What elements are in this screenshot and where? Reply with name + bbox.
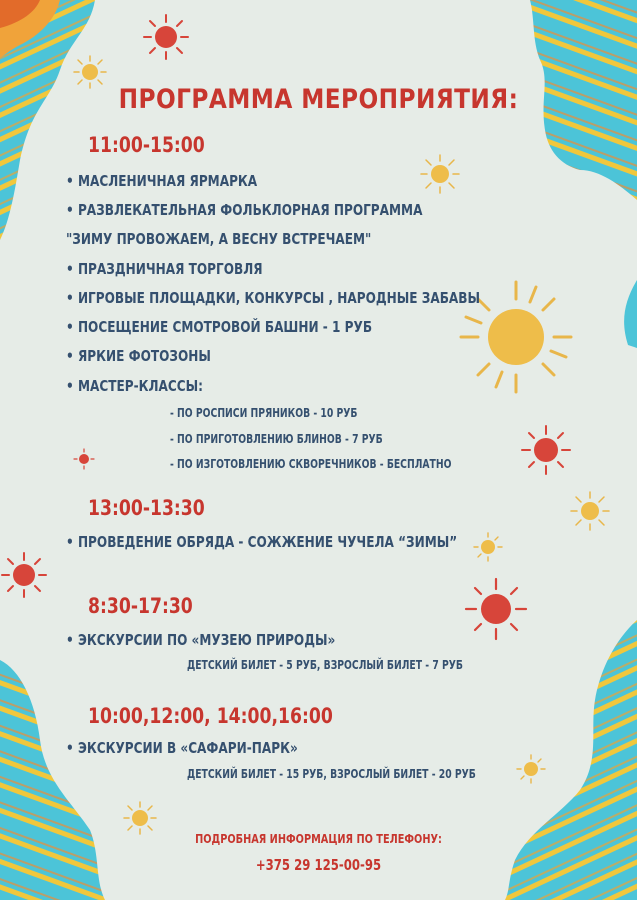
ticket-price-note: ДЕТСКИЙ БИЛЕТ - 15 РУБ, ВЗРОСЛЫЙ БИЛЕТ - 20 РУБ [187, 766, 476, 781]
footer-info: ПОДРОБНАЯ ИНФОРМАЦИЯ ПО ТЕЛЕФОНУ: [195, 831, 442, 846]
painted-wave-right [624, 280, 637, 348]
list-item: • ЯРКИЕ ФОТОЗОНЫ [66, 347, 211, 365]
list-item: • МАСЛЕНИЧНАЯ ЯРМАРКА [66, 172, 257, 190]
small-sun-icon [124, 802, 156, 834]
small-sun-icon [2, 553, 46, 597]
small-sun-icon [517, 755, 545, 783]
list-item: • ПРОВЕДЕНИЕ ОБРЯДА - СОЖЖЕНИЕ ЧУЧЕЛА “ЗИМЫ” [66, 533, 457, 551]
small-sun-icon [421, 155, 459, 193]
list-item: • ЭКСКУРСИИ ПО «МУЗЕЮ ПРИРОДЫ» [66, 631, 335, 649]
small-sun-icon [144, 15, 188, 59]
sub-item: - ПО ПРИГОТОВЛЕНИЮ БЛИНОВ - 7 РУБ [170, 431, 383, 446]
small-sun-icon [522, 426, 570, 474]
list-item: • МАСТЕР-КЛАССЫ: [66, 377, 203, 395]
list-item-continuation: "ЗИМУ ПРОВОЖАЕМ, А ВЕСНУ ВСТРЕЧАЕМ" [66, 230, 372, 248]
section-time: 13:00-13:30 [88, 496, 205, 520]
section-time: 11:00-15:00 [88, 133, 205, 157]
small-sun-icon [571, 492, 609, 530]
list-item: • ЭКСКУРСИИ В «САФАРИ-ПАРК» [66, 739, 298, 757]
small-sun-icon [466, 579, 526, 639]
ticket-price-note: ДЕТСКИЙ БИЛЕТ - 5 РУБ, ВЗРОСЛЫЙ БИЛЕТ - 7 РУБ [187, 657, 463, 672]
page-title: ПРОГРАММА МЕРОПРИЯТИЯ: [118, 84, 519, 115]
small-sun-icon [474, 533, 502, 561]
small-sun-icon [74, 449, 94, 469]
list-item: • ПОСЕЩЕНИЕ СМОТРОВОЙ БАШНИ - 1 РУБ [66, 318, 372, 336]
sub-item: - ПО РОСПИСИ ПРЯНИКОВ - 10 РУБ [170, 405, 358, 420]
section-time: 8:30-17:30 [88, 594, 193, 618]
list-item: • РАЗВЛЕКАТЕЛЬНАЯ ФОЛЬКЛОРНАЯ ПРОГРАММА [66, 201, 422, 219]
sub-item: - ПО ИЗГОТОВЛЕНИЮ СКВОРЕЧНИКОВ - БЕСПЛАТНО [170, 456, 452, 471]
section-time: 10:00,12:00, 14:00,16:00 [88, 704, 333, 728]
list-item: • ИГРОВЫЕ ПЛОЩАДКИ, КОНКУРСЫ , НАРОДНЫЕ ЗАБАВЫ [66, 289, 480, 307]
list-item: • ПРАЗДНИЧНАЯ ТОРГОВЛЯ [66, 260, 263, 278]
footer-phone: +375 29 125-00-95 [255, 856, 382, 874]
